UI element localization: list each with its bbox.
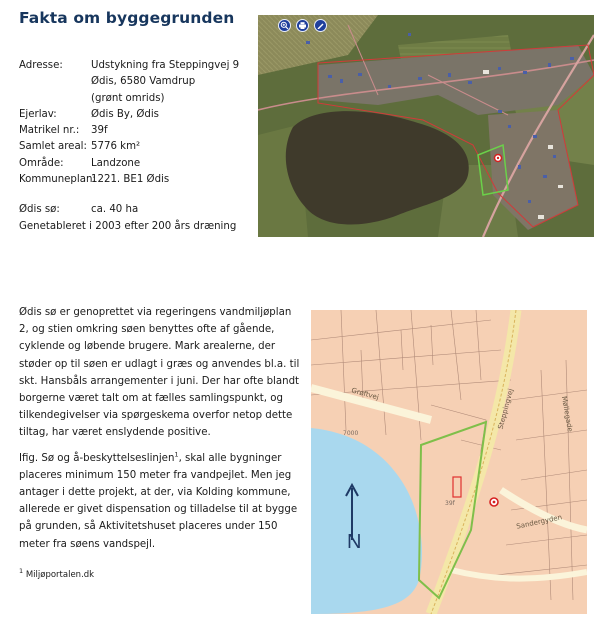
edit-icon[interactable] (314, 19, 327, 32)
fact-row-address (19, 58, 259, 107)
road-label-steppingvej: Steppingvej (496, 387, 516, 431)
fact-value: 5776 km² (91, 141, 141, 153)
cadastral-drawing (311, 310, 587, 614)
footnote-text: Miljøportalen.dk (25, 570, 95, 580)
fact-value: Landzone (91, 157, 141, 169)
fact-value: 39f (91, 125, 108, 137)
paragraph-protection (19, 450, 304, 553)
fact-label: Ødis sø: (19, 204, 60, 216)
cadastral-map[interactable] (311, 310, 587, 614)
page-title: Fakta om byggegrunden (19, 9, 235, 27)
road-label-moellegade: Møllegade (559, 395, 575, 433)
aerial-photo (258, 15, 594, 237)
fact-label: Kommuneplan: (19, 174, 96, 186)
address-line-3: (grønt omrids) (91, 92, 165, 104)
zoom-in-icon[interactable] (278, 19, 291, 32)
paragraph-lake: Ødis sø er genoprettet via regeringens vandmiljøplan 2, og stien omkring søen benyttes ofte af gående, cyklende og løbende brugere. Mark arealerne, der støder op til søen er udlagt i græs og anvendes bl.a. til skt. Hansbåls arrangementer i juni. Der har ofte blandt borgerne været talt om at fælles samlingspunkt, og tilkendegivelser via spørgeskema overfor netop dette tiltag, har været enslydende positive. (19, 307, 300, 439)
fact-label: Matrikel nr.: (19, 125, 80, 137)
address-line-2: Ødis, 6580 Vamdrup (91, 76, 196, 88)
lake-note: Genetableret i 2003 efter 200 års dræning (19, 220, 237, 232)
paragraph-protection-end: , skal alle bygninger placeres minimum 150 meter fra vandpejlet. Men jeg antager i dette projekt, at der, via Kolding kommune, allerede er givet dispensation og tilladelse til at bygge på grunden, så Aktivitetshuset placeres under 150 meter fra søens vandspejl. (19, 452, 298, 550)
fact-value: ca. 40 ha (91, 204, 139, 216)
paragraph-protection-start: Ifig. Sø og å-beskyttelseslinjen (19, 452, 175, 464)
fact-row-ejerlav (19, 107, 259, 123)
road-label-sandergyden: Sandergyden (515, 513, 563, 531)
fact-value (91, 58, 259, 107)
footnote (19, 567, 95, 580)
fact-label: Samlet areal: (19, 141, 87, 153)
map-toolbar (278, 19, 327, 32)
address-line-1: Udstykning fra Steppingvej 9 (91, 60, 240, 71)
footnote-number: 1 (19, 567, 24, 576)
fact-row-areal (19, 139, 259, 155)
fact-label: Område: (19, 157, 64, 169)
fact-value: Ødis By, Ødis (91, 108, 159, 120)
fact-row-kommuneplan (19, 172, 259, 188)
north-label: N (347, 531, 362, 553)
footnote-ref: 1 (174, 450, 179, 459)
fact-label: Adresse: (19, 60, 63, 71)
fact-row-omraade (19, 156, 259, 172)
fact-row-lake (19, 202, 259, 218)
fact-row-matrikel (19, 123, 259, 139)
plot-label: 39f (445, 500, 455, 507)
print-icon[interactable] (296, 19, 309, 32)
facts-table (19, 58, 259, 235)
road-label-groeftvej: Grøftvej (350, 386, 380, 402)
aerial-map[interactable] (258, 15, 594, 237)
plot-label: 7000 (343, 430, 359, 437)
body-text (19, 304, 304, 553)
fact-value: 1221. BE1 Ødis (91, 174, 170, 186)
fact-label: Ejerlav: (19, 108, 57, 120)
